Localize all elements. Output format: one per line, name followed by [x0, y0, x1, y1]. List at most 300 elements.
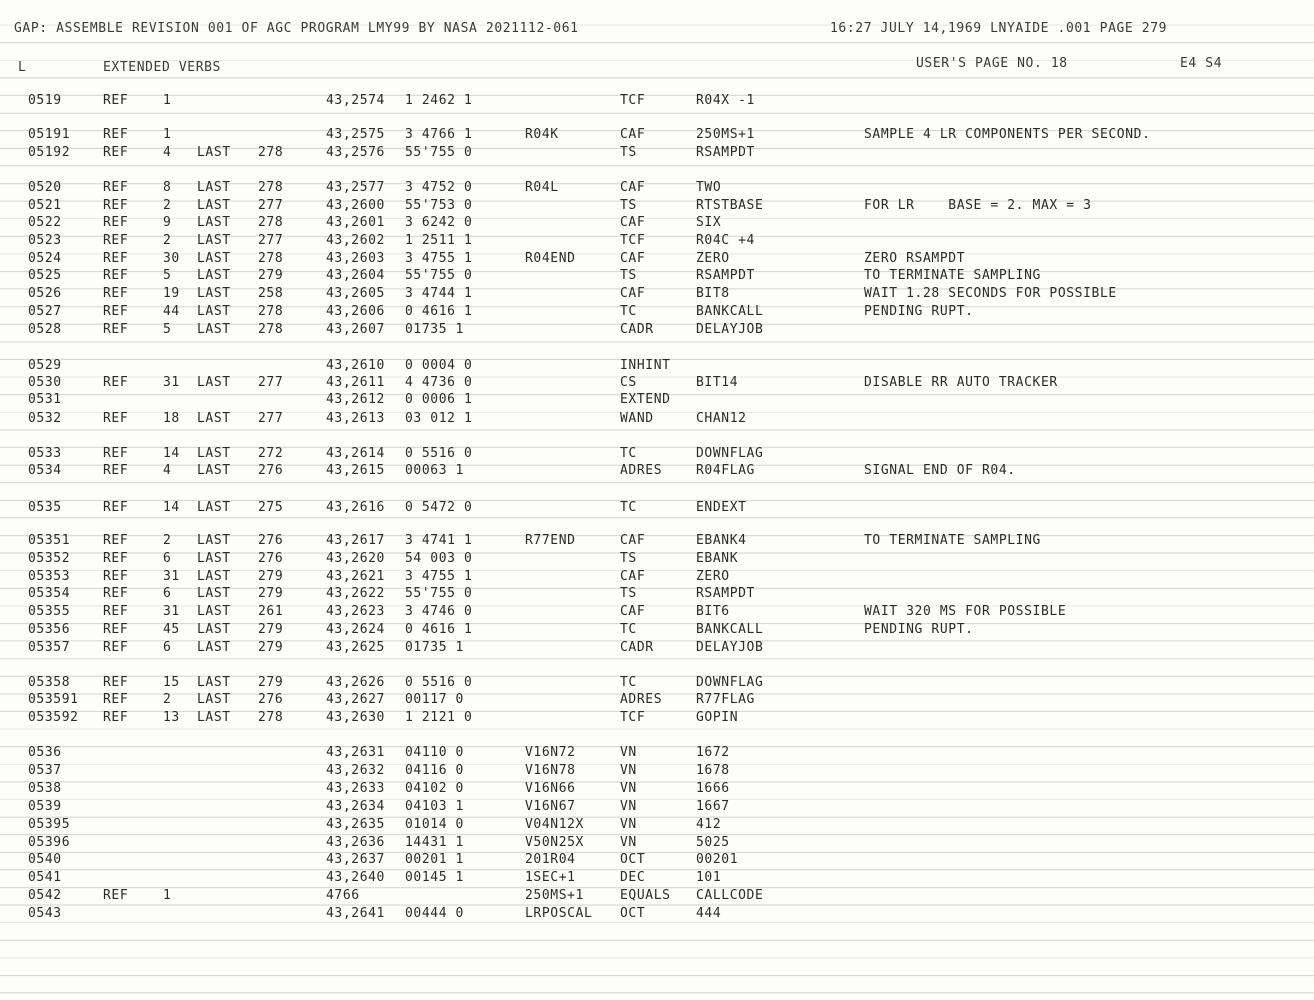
last-page: 279 [258, 267, 284, 284]
last-page: 278 [258, 214, 284, 231]
last-tag: LAST [197, 267, 231, 284]
opcode: ADRES [620, 691, 663, 708]
octal-word: 3 4755 1 [405, 250, 473, 267]
operand: DELAYJOB [696, 321, 764, 338]
octal-word: 04116 0 [405, 762, 464, 779]
operand: RTSTBASE [696, 197, 764, 214]
symbol-label: V16N78 [525, 762, 576, 779]
operand: BIT14 [696, 374, 739, 391]
ref-count: 18 [163, 410, 180, 427]
listing-seq: 05353 [28, 568, 71, 585]
last-page: 277 [258, 410, 284, 427]
ref-count: 1 [163, 92, 172, 109]
listing-seq: 0543 [28, 905, 62, 922]
opcode: CAF [620, 568, 646, 585]
symbol-label: R04K [525, 126, 559, 143]
symbol-label: 201R04 [525, 851, 576, 868]
listing-seq: 0542 [28, 887, 62, 904]
listing-seq: 0533 [28, 445, 62, 462]
symbol-label: R04L [525, 179, 559, 196]
octal-word: 0 5472 0 [405, 499, 473, 516]
comment: WAIT 320 MS FOR POSSIBLE [864, 603, 1067, 620]
operand: R04FLAG [696, 462, 755, 479]
symbol-label: 250MS+1 [525, 887, 584, 904]
comment: SAMPLE 4 LR COMPONENTS PER SECOND. [864, 126, 1151, 143]
listing-seq: 05192 [28, 144, 71, 161]
operand: ENDEXT [696, 499, 747, 516]
last-tag: LAST [197, 410, 231, 427]
ref-tag: REF [103, 674, 129, 691]
opcode: CADR [620, 639, 654, 656]
address: 43,2622 [326, 585, 385, 602]
last-page: 279 [258, 568, 284, 585]
opcode: TC [620, 674, 637, 691]
operand: 101 [696, 869, 722, 886]
operand: CHAN12 [696, 410, 747, 427]
operand: 412 [696, 816, 722, 833]
ref-count: 4 [163, 462, 172, 479]
last-page: 278 [258, 179, 284, 196]
listing-seq: 053592 [28, 709, 79, 726]
last-tag: LAST [197, 499, 231, 516]
address: 43,2614 [326, 445, 385, 462]
listing-seq: 05356 [28, 621, 71, 638]
octal-word: 0 4616 1 [405, 303, 473, 320]
comment: SIGNAL END OF R04. [864, 462, 1016, 479]
listing-seq: 0525 [28, 267, 62, 284]
ref-tag: REF [103, 267, 129, 284]
ref-tag: REF [103, 92, 129, 109]
ref-tag: REF [103, 603, 129, 620]
address: 43,2636 [326, 834, 385, 851]
ref-count: 44 [163, 303, 180, 320]
listing-seq: 0532 [28, 410, 62, 427]
operand: R04X -1 [696, 92, 755, 109]
listing-seq: 05351 [28, 532, 71, 549]
octal-word: 3 4746 0 [405, 603, 473, 620]
opcode: DEC [620, 869, 646, 886]
octal-word: 01014 0 [405, 816, 464, 833]
operand: 5025 [696, 834, 730, 851]
octal-word: 00117 0 [405, 691, 464, 708]
octal-word: 04110 0 [405, 744, 464, 761]
ref-tag: REF [103, 709, 129, 726]
symbol-label: V04N12X [525, 816, 584, 833]
operand: RSAMPDT [696, 267, 755, 284]
opcode: OCT [620, 905, 646, 922]
last-tag: LAST [197, 303, 231, 320]
listing-seq: 0523 [28, 232, 62, 249]
last-page: 277 [258, 232, 284, 249]
symbol-label: R04END [525, 250, 576, 267]
opcode: CAF [620, 250, 646, 267]
page-code: E4 S4 [1180, 55, 1223, 72]
octal-word: 3 4752 0 [405, 179, 473, 196]
address: 43,2637 [326, 851, 385, 868]
octal-word: 00201 1 [405, 851, 464, 868]
opcode: VN [620, 816, 637, 833]
opcode: TCF [620, 709, 646, 726]
operand: 1666 [696, 780, 730, 797]
listing-seq: 0540 [28, 851, 62, 868]
operand: R04C +4 [696, 232, 755, 249]
last-page: 278 [258, 321, 284, 338]
ref-tag: REF [103, 568, 129, 585]
listing-seq: 0538 [28, 780, 62, 797]
last-page: 276 [258, 462, 284, 479]
assembly-header: GAP: ASSEMBLE REVISION 001 OF AGC PROGRAM LMY99 BY NASA 2021112-061 [14, 20, 579, 37]
symbol-label: V16N66 [525, 780, 576, 797]
last-tag: LAST [197, 585, 231, 602]
last-tag: LAST [197, 691, 231, 708]
opcode: TC [620, 303, 637, 320]
octal-word: 3 4766 1 [405, 126, 473, 143]
listing-seq: 0521 [28, 197, 62, 214]
address: 43,2600 [326, 197, 385, 214]
last-tag: LAST [197, 568, 231, 585]
octal-word: 03 012 1 [405, 410, 473, 427]
opcode: CAF [620, 179, 646, 196]
ref-count: 2 [163, 197, 172, 214]
last-page: 277 [258, 374, 284, 391]
octal-word: 01735 1 [405, 639, 464, 656]
comment: TO TERMINATE SAMPLING [864, 532, 1041, 549]
operand: RSAMPDT [696, 585, 755, 602]
operand: 250MS+1 [696, 126, 755, 143]
octal-word: 04103 1 [405, 798, 464, 815]
ref-count: 31 [163, 603, 180, 620]
opcode: TCF [620, 92, 646, 109]
octal-word: 01735 1 [405, 321, 464, 338]
last-page: 279 [258, 585, 284, 602]
address: 43,2610 [326, 357, 385, 374]
opcode: TS [620, 550, 637, 567]
symbol-label: V50N25X [525, 834, 584, 851]
print-date-header: 16:27 JULY 14,1969 LNYAIDE .001 PAGE 279 [830, 20, 1168, 37]
ref-tag: REF [103, 179, 129, 196]
operand: DOWNFLAG [696, 674, 764, 691]
address: 43,2605 [326, 285, 385, 302]
ref-count: 2 [163, 532, 172, 549]
ref-count: 31 [163, 568, 180, 585]
address: 43,2607 [326, 321, 385, 338]
opcode: EXTEND [620, 391, 671, 408]
listing-seq: 0539 [28, 798, 62, 815]
address: 43,2624 [326, 621, 385, 638]
listing-seq: 0526 [28, 285, 62, 302]
octal-word: 55'753 0 [405, 197, 473, 214]
ref-tag: REF [103, 285, 129, 302]
octal-word: 1 2462 1 [405, 92, 473, 109]
listing-seq: 0534 [28, 462, 62, 479]
last-tag: LAST [197, 674, 231, 691]
address: 43,2635 [326, 816, 385, 833]
address: 43,2641 [326, 905, 385, 922]
listing-seq: 0524 [28, 250, 62, 267]
octal-word: 04102 0 [405, 780, 464, 797]
address: 43,2627 [326, 691, 385, 708]
ref-tag: REF [103, 374, 129, 391]
operand: CALLCODE [696, 887, 764, 904]
address: 43,2634 [326, 798, 385, 815]
octal-word: 00444 0 [405, 905, 464, 922]
last-tag: LAST [197, 232, 231, 249]
last-page: 278 [258, 709, 284, 726]
octal-word: 00063 1 [405, 462, 464, 479]
listing-seq: 05191 [28, 126, 71, 143]
ref-tag: REF [103, 197, 129, 214]
operand: ZERO [696, 250, 730, 267]
address: 43,2613 [326, 410, 385, 427]
operand: GOPIN [696, 709, 739, 726]
last-page: 276 [258, 532, 284, 549]
last-tag: LAST [197, 374, 231, 391]
operand: EBANK [696, 550, 739, 567]
address: 43,2621 [326, 568, 385, 585]
address: 43,2606 [326, 303, 385, 320]
last-tag: LAST [197, 321, 231, 338]
last-page: 276 [258, 691, 284, 708]
octal-word: 3 4744 1 [405, 285, 473, 302]
ref-count: 9 [163, 214, 172, 231]
address: 43,2604 [326, 267, 385, 284]
last-page: 279 [258, 621, 284, 638]
octal-word: 00145 1 [405, 869, 464, 886]
operand: 00201 [696, 851, 739, 868]
address: 43,2576 [326, 144, 385, 161]
address: 43,2626 [326, 674, 385, 691]
last-tag: LAST [197, 603, 231, 620]
listing-seq: 0535 [28, 499, 62, 516]
section-title: EXTENDED VERBS [103, 59, 221, 76]
octal-word: 55'755 0 [405, 585, 473, 602]
opcode: WAND [620, 410, 654, 427]
operand: BIT6 [696, 603, 730, 620]
opcode: TC [620, 445, 637, 462]
listing-seq: 053591 [28, 691, 79, 708]
opcode: CAF [620, 603, 646, 620]
ref-tag: REF [103, 887, 129, 904]
ref-tag: REF [103, 462, 129, 479]
octal-word: 3 6242 0 [405, 214, 473, 231]
listing-flag: L [18, 59, 27, 76]
address: 43,2631 [326, 744, 385, 761]
opcode: TS [620, 144, 637, 161]
last-page: 279 [258, 674, 284, 691]
ref-tag: REF [103, 639, 129, 656]
listing-seq: 05395 [28, 816, 71, 833]
listing-seq: 05352 [28, 550, 71, 567]
last-page: 278 [258, 144, 284, 161]
last-tag: LAST [197, 639, 231, 656]
ref-count: 30 [163, 250, 180, 267]
last-tag: LAST [197, 462, 231, 479]
symbol-label: LRPOSCAL [525, 905, 593, 922]
opcode: TC [620, 621, 637, 638]
listing-seq: 0541 [28, 869, 62, 886]
opcode: TS [620, 197, 637, 214]
address: 43,2632 [326, 762, 385, 779]
ref-tag: REF [103, 250, 129, 267]
octal-word: 1 2121 0 [405, 709, 473, 726]
address: 43,2601 [326, 214, 385, 231]
opcode: EQUALS [620, 887, 671, 904]
last-tag: LAST [197, 532, 231, 549]
comment: TO TERMINATE SAMPLING [864, 267, 1041, 284]
ref-count: 6 [163, 585, 172, 602]
listing-seq: 0529 [28, 357, 62, 374]
ref-count: 1 [163, 126, 172, 143]
last-tag: LAST [197, 709, 231, 726]
address: 43,2615 [326, 462, 385, 479]
last-page: 275 [258, 499, 284, 516]
address: 43,2623 [326, 603, 385, 620]
address: 43,2625 [326, 639, 385, 656]
operand: DELAYJOB [696, 639, 764, 656]
ref-tag: REF [103, 410, 129, 427]
operand: R77FLAG [696, 691, 755, 708]
octal-word: 0 5516 0 [405, 445, 473, 462]
address: 43,2612 [326, 391, 385, 408]
listing-seq: 0531 [28, 391, 62, 408]
listing-seq: 0519 [28, 92, 62, 109]
ref-count: 19 [163, 285, 180, 302]
ref-tag: REF [103, 550, 129, 567]
opcode: TCF [620, 232, 646, 249]
last-page: 278 [258, 250, 284, 267]
symbol-label: V16N67 [525, 798, 576, 815]
last-page: 258 [258, 285, 284, 302]
ref-count: 5 [163, 267, 172, 284]
opcode: OCT [620, 851, 646, 868]
opcode: TS [620, 585, 637, 602]
operand: 444 [696, 905, 722, 922]
operand: ZERO [696, 568, 730, 585]
opcode: VN [620, 780, 637, 797]
ref-count: 4 [163, 144, 172, 161]
last-tag: LAST [197, 621, 231, 638]
address: 43,2611 [326, 374, 385, 391]
ref-count: 6 [163, 639, 172, 656]
opcode: VN [620, 834, 637, 851]
listing-seq: 0522 [28, 214, 62, 231]
listing-seq: 05357 [28, 639, 71, 656]
opcode: CAF [620, 126, 646, 143]
last-tag: LAST [197, 197, 231, 214]
last-tag: LAST [197, 144, 231, 161]
last-tag: LAST [197, 179, 231, 196]
operand: EBANK4 [696, 532, 747, 549]
address: 43,2633 [326, 780, 385, 797]
listing-seq: 0520 [28, 179, 62, 196]
comment: ZERO RSAMPDT [864, 250, 966, 267]
octal-word: 0 0004 0 [405, 357, 473, 374]
listing-seq: 05354 [28, 585, 71, 602]
ref-count: 5 [163, 321, 172, 338]
last-page: 278 [258, 303, 284, 320]
address: 43,2616 [326, 499, 385, 516]
listing-seq: 0537 [28, 762, 62, 779]
opcode: VN [620, 762, 637, 779]
symbol-label: 1SEC+1 [525, 869, 576, 886]
last-page: 272 [258, 445, 284, 462]
operand: 1678 [696, 762, 730, 779]
operand: TWO [696, 179, 722, 196]
users-page-number: USER'S PAGE NO. 18 [916, 55, 1068, 72]
address: 43,2620 [326, 550, 385, 567]
ref-tag: REF [103, 126, 129, 143]
last-tag: LAST [197, 550, 231, 567]
octal-word: 1 2511 1 [405, 232, 473, 249]
address: 43,2575 [326, 126, 385, 143]
listing-seq: 0528 [28, 321, 62, 338]
listing-seq: 0536 [28, 744, 62, 761]
octal-word: 0 0006 1 [405, 391, 473, 408]
ref-tag: REF [103, 144, 129, 161]
ref-tag: REF [103, 321, 129, 338]
address: 43,2630 [326, 709, 385, 726]
comment: PENDING RUPT. [864, 303, 974, 320]
operand: BANKCALL [696, 621, 764, 638]
operand: SIX [696, 214, 722, 231]
ref-tag: REF [103, 499, 129, 516]
address: 43,2603 [326, 250, 385, 267]
opcode: TS [620, 267, 637, 284]
comment: WAIT 1.28 SECONDS FOR POSSIBLE [864, 285, 1117, 302]
last-page: 279 [258, 639, 284, 656]
operand: BIT8 [696, 285, 730, 302]
listing-seq: 0527 [28, 303, 62, 320]
ref-count: 13 [163, 709, 180, 726]
symbol-label: V16N72 [525, 744, 576, 761]
ref-count: 8 [163, 179, 172, 196]
operand: RSAMPDT [696, 144, 755, 161]
octal-word: 0 5516 0 [405, 674, 473, 691]
ref-count: 14 [163, 445, 180, 462]
octal-word: 55'755 0 [405, 267, 473, 284]
address: 43,2617 [326, 532, 385, 549]
last-tag: LAST [197, 250, 231, 267]
octal-word: 3 4755 1 [405, 568, 473, 585]
address: 43,2574 [326, 92, 385, 109]
last-page: 277 [258, 197, 284, 214]
listing-seq: 05355 [28, 603, 71, 620]
operand: 1667 [696, 798, 730, 815]
ref-tag: REF [103, 691, 129, 708]
operand: DOWNFLAG [696, 445, 764, 462]
ref-tag: REF [103, 621, 129, 638]
comment: PENDING RUPT. [864, 621, 974, 638]
octal-word: 0 4616 1 [405, 621, 473, 638]
comment: DISABLE RR AUTO TRACKER [864, 374, 1058, 391]
ref-count: 15 [163, 674, 180, 691]
ref-count: 6 [163, 550, 172, 567]
address: 43,2577 [326, 179, 385, 196]
opcode: ADRES [620, 462, 663, 479]
opcode: CADR [620, 321, 654, 338]
ref-count: 2 [163, 691, 172, 708]
opcode: TC [620, 499, 637, 516]
ref-count: 1 [163, 887, 172, 904]
opcode: CS [620, 374, 637, 391]
octal-word: 55'755 0 [405, 144, 473, 161]
comment: FOR LR BASE = 2. MAX = 3 [864, 197, 1092, 214]
ref-count: 45 [163, 621, 180, 638]
address: 43,2602 [326, 232, 385, 249]
ref-count: 31 [163, 374, 180, 391]
octal-word: 4 4736 0 [405, 374, 473, 391]
ref-tag: REF [103, 303, 129, 320]
